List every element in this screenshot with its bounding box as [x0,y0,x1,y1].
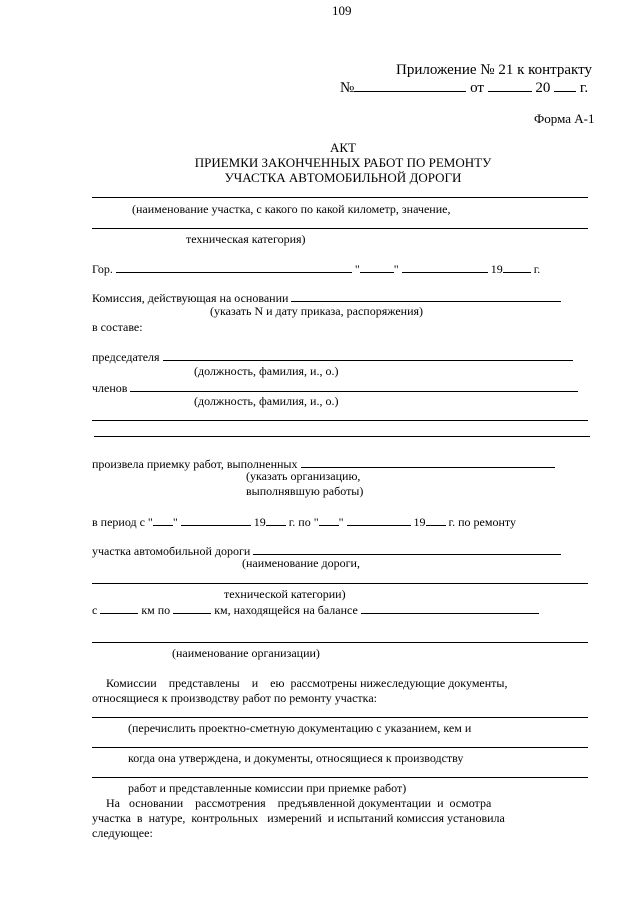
year-blank [554,80,576,92]
org-hint-2: выполнявшую работы) [246,484,364,498]
day-blank [360,261,394,273]
year-prefix: 20 [535,80,551,96]
road-section-blank [253,543,561,555]
section-name-line-2 [92,228,588,229]
commission-basis-blank [291,290,561,302]
tech-category-hint: техническая категория) [186,232,306,246]
chairman-line [92,349,573,363]
km-balance-label: км, находящейся на балансе [214,603,358,617]
contract-number-line [340,80,588,96]
section-name-hint: (наименование участка, с какого по какой километр, значение, [132,202,451,216]
km-to-label: км по [141,603,171,617]
km-to-blank [173,602,211,614]
period-quote-2: " [338,515,344,529]
conclusion-line-2: участка в натуре, контрольных измерений и испытаний комиссия установила [92,811,505,825]
members-line [92,380,578,394]
balance-blank [361,602,539,614]
accepted-work-line [92,456,555,470]
org-name-hint: (наименование организации) [172,646,320,660]
period-year-1-blank [266,514,286,526]
city-blank [116,261,352,273]
members-hint: (должность, фамилия, и., о.) [194,394,339,408]
org-name-line [92,642,588,643]
year-g: г. [533,262,541,276]
period-day-1 [153,514,173,526]
section-name-line [92,197,588,198]
members-blank [130,380,578,392]
period-month-2 [347,514,411,526]
number-sign: № [340,80,355,96]
road-name-hint: (наименование дороги, [242,556,360,570]
year-19-blank [503,261,531,273]
composition-label: в составе: [92,320,143,334]
chairman-hint: (должность, фамилия, и., о.) [194,364,339,378]
page-number: 109 [332,3,352,18]
docs-hint-3: работ и представленные комиссии при приемке работ) [128,781,407,795]
month-blank [402,261,488,273]
commission-basis-label: Комиссия, действующая на основании [92,291,289,305]
km-from-blank [100,602,138,614]
period-quote-1: " [172,515,178,529]
period-year-2: 19 [413,515,426,529]
org-hint-1: (указать организацию, [246,469,361,483]
act-subtitle-2: УЧАСТКА АВТОМОБИЛЬНОЙ ДОРОГИ [224,170,462,185]
road-section-line [92,543,561,557]
year-19: 19 [490,262,503,276]
commission-basis-line [92,290,561,304]
date-blank [488,80,532,92]
order-hint: (указать N и дату приказа, распоряжения) [210,304,424,318]
members-extra-line-1 [92,420,588,421]
docs-line-2 [92,747,588,748]
city-label: Гор. [92,262,113,276]
quote-open: " [354,262,360,276]
quote-close: " [393,262,399,276]
tech-category-2-hint: технической категории) [224,587,346,601]
accepted-work-label: произвела приемку работ, выполненных [92,457,298,471]
year-suffix: г. [579,80,589,96]
road-name-line [92,583,588,584]
docs-paragraph-line-1: Комиссии представлены и ею рассмотрены нижеследующие документы, [106,676,508,690]
from-label: от [470,80,484,96]
period-year-2-blank [426,514,446,526]
conclusion-line-1: На основании рассмотрения предъявленной документации и осмотра [106,796,492,810]
period-from-label: в период с " [92,515,153,529]
period-line [92,514,516,528]
km-from-label: с [92,603,98,617]
docs-line-1 [92,717,588,718]
contract-number-blank [354,80,466,92]
accepted-work-blank [301,456,555,468]
road-section-label: участка автомобильной дороги [92,544,251,558]
form-label: Форма А-1 [534,111,595,126]
members-label: членов [92,381,128,395]
members-extra-line-2 [94,436,590,437]
appendix-label: Приложение № 21 к контракту [396,62,593,78]
period-end-label: г. по ремонту [448,515,516,529]
period-day-2 [319,514,339,526]
docs-paragraph-line-2: относящиеся к производству работ по ремонту участка: [92,691,377,705]
chairman-label: председателя [92,350,160,364]
city-date-line [92,261,540,275]
act-subtitle-1: ПРИЕМКИ ЗАКОНЧЕННЫХ РАБОТ ПО РЕМОНТУ [194,155,492,170]
docs-hint-1: (перечислить проектно-сметную документацию с указанием, кем и [128,721,472,735]
period-to-label: г. по " [288,515,319,529]
km-line [92,602,539,616]
docs-hint-2: когда она утверждена, и документы, относящиеся к производству [128,751,464,765]
act-title: АКТ [330,140,356,155]
period-year-1: 19 [253,515,266,529]
docs-line-3 [92,777,588,778]
chairman-blank [163,349,573,361]
period-month-1 [181,514,251,526]
conclusion-line-3: следующее: [92,826,153,840]
